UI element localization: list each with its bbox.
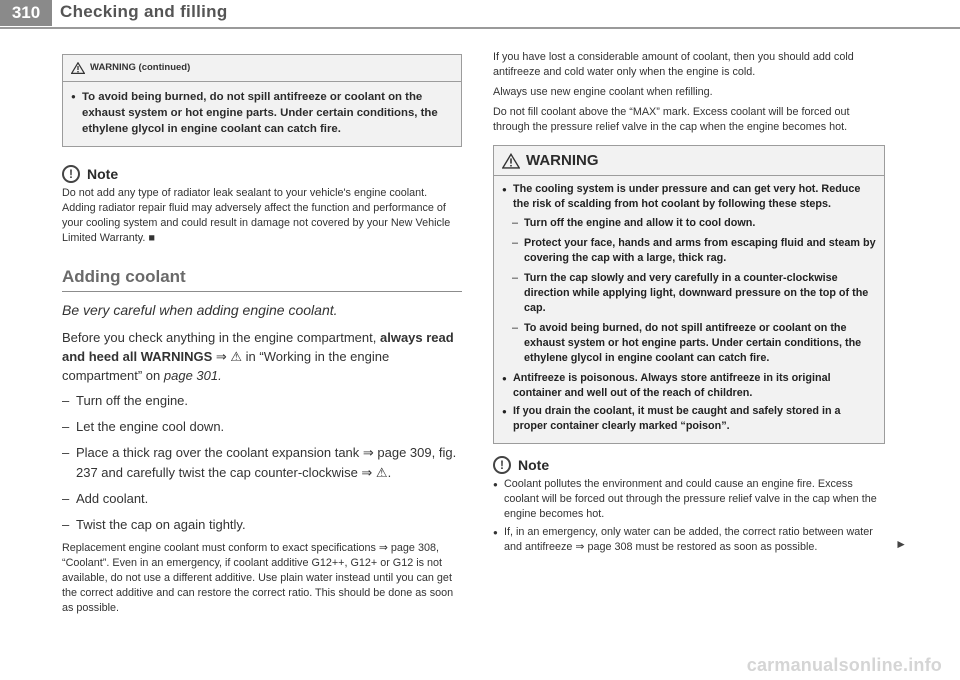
section-subtitle: Be very careful when adding engine coolant. bbox=[62, 302, 338, 318]
warning-bullet: ● Antifreeze is poisonous. Always store antifreeze in its original container and well out of the reach of children. bbox=[502, 371, 876, 401]
note-exclamation-icon: ! bbox=[493, 456, 511, 474]
left-column bbox=[62, 54, 462, 616]
warning-box bbox=[493, 145, 885, 444]
continue-arrow-icon: ► bbox=[895, 537, 907, 551]
intro-part-a: Before you check anything in the engine compartment, bbox=[62, 330, 377, 345]
page-header-title: Checking and filling bbox=[60, 2, 228, 21]
section-rule bbox=[62, 291, 462, 292]
paragraph: If you have lost a considerable amount of coolant, then you should add cold antifreeze and cold water only when the engine is cold. bbox=[493, 51, 854, 78]
note-bullet: ● Coolant pollutes the environment and could cause an engine fire. Excess coolant will be forced out through the pressure relief valve in the cap when the engine becomes hot. bbox=[493, 477, 885, 522]
warning-continued-text: ● To avoid being burned, do not spill antifreeze or coolant on the exhaust system or hot engine parts. Under certain conditions, the ethylene glycol in engine coolant can catch fire. bbox=[71, 89, 453, 137]
warning-continued-body bbox=[63, 82, 461, 146]
warning-step: – Turn the cap slowly and very carefully in a counter-clockwise direction while applying light, downward pressure on the top of the cap. bbox=[502, 271, 876, 316]
note-exclamation-icon: ! bbox=[62, 165, 80, 183]
right-note-title: Note bbox=[518, 457, 550, 473]
note-bullet: ● If, in an emergency, only water can be added, the correct ratio between water and antifreeze ⇒ page 308 must be restored as soon as possible. bbox=[493, 525, 885, 555]
step-list bbox=[62, 391, 462, 535]
warning-continued-label: WARNING (continued) bbox=[90, 62, 191, 73]
warning-triangle-icon bbox=[502, 153, 520, 169]
right-column bbox=[493, 50, 907, 558]
right-note-header bbox=[493, 456, 885, 474]
warning-step: – To avoid being burned, do not spill antifreeze or coolant on the exhaust system or hot engine parts. Under certain conditions, the ethylene glycol in engine coolant can catch fire. bbox=[502, 321, 876, 366]
warning-bullet: ● If you drain the coolant, it must be caught and safely stored in a proper container clearly marked “poison”. bbox=[502, 404, 876, 434]
intro-paragraphs bbox=[493, 50, 885, 135]
paragraph: Do not fill coolant above the “MAX” mark. Excess coolant will be forced out through the pressure relief valve in the cap when the engine becomes hot. bbox=[493, 106, 850, 133]
replacement-coolant-text: Replacement engine coolant must conform to exact specifications ⇒ page 308, “Coolant”. Even in an emergency, if coolant additive G12++, G12+ or G12 is not available, do not use a different additive. Use plain water instead until you can get the correct additive and can restore the correct ratio. This should be done as soon as possible. bbox=[62, 542, 454, 614]
list-item: – Turn off the engine. bbox=[62, 391, 462, 411]
header-rule bbox=[0, 27, 960, 29]
list-item: – Twist the cap on again tightly. bbox=[62, 515, 462, 535]
left-note-header bbox=[62, 165, 462, 183]
warning-title: WARNING bbox=[526, 152, 599, 169]
watermark: carmanualsonline.info bbox=[746, 655, 942, 675]
intro-part-c: ⇒ ⚠ in “Working in the engine compartment” on bbox=[62, 349, 390, 383]
warning-step: – Turn off the engine and allow it to cool down. bbox=[502, 216, 876, 231]
section-title: Adding coolant bbox=[62, 267, 186, 286]
warning-continued-box bbox=[62, 54, 462, 147]
intro-page-link[interactable]: page 301. bbox=[163, 368, 222, 383]
warning-header bbox=[494, 146, 884, 176]
warning-body bbox=[494, 176, 884, 443]
list-item: – Let the engine cool down. bbox=[62, 417, 462, 437]
warning-step: – Protect your face, hands and arms from escaping fluid and steam by covering the cap with a large, thick rag. bbox=[502, 236, 876, 266]
intro-part-b: always read and heed all WARNINGS bbox=[62, 330, 454, 364]
left-note-text: Do not add any type of radiator leak sealant to your vehicle's engine coolant. Adding radiator repair fluid may adversely affect the function and performance of your cooling system and could result in damage not covered by your New Vehicle Limited Warranty. ■ bbox=[62, 187, 451, 244]
warning-continued-header bbox=[63, 55, 461, 82]
list-item: – Place a thick rag over the coolant expansion tank ⇒ page 309, fig. 237 and carefully twist the cap counter-clockwise ⇒ ⚠. bbox=[62, 443, 462, 483]
section-intro bbox=[62, 328, 462, 385]
page-number: 310 bbox=[0, 0, 52, 26]
right-note-body bbox=[493, 477, 907, 555]
warning-bullet: ● The cooling system is under pressure and can get very hot. Reduce the risk of scalding from hot coolant by following these steps. bbox=[502, 182, 876, 212]
warning-triangle-icon bbox=[71, 62, 85, 74]
paragraph: Always use new engine coolant when refilling. bbox=[493, 86, 713, 98]
list-item: – Add coolant. bbox=[62, 489, 462, 509]
left-note-title: Note bbox=[87, 166, 119, 182]
